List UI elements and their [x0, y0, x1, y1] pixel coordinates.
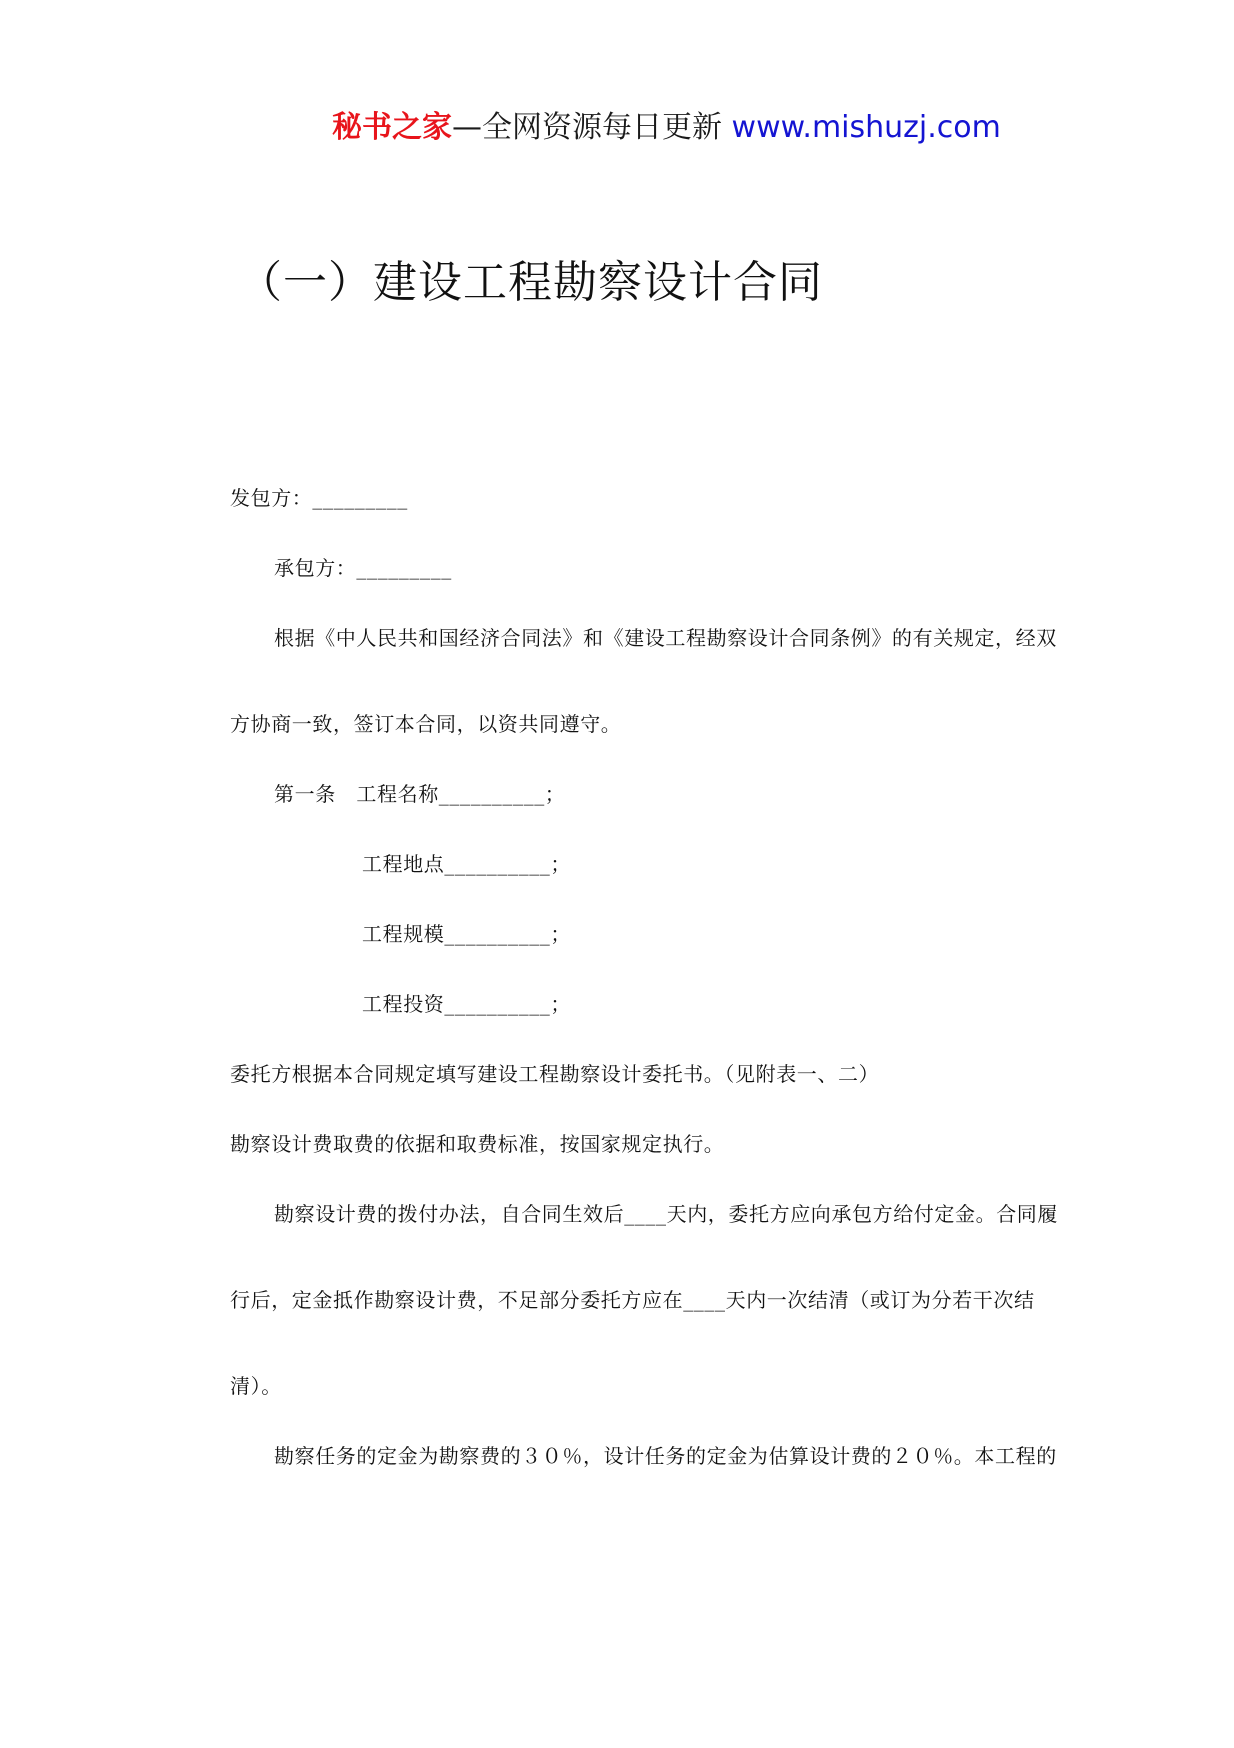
document-title: （一）建设工程勘察设计合同: [238, 257, 823, 308]
text-line-article-1-name: 第一条 工程名称__________；: [274, 782, 566, 806]
banner: [332, 102, 1001, 146]
text-line-contractor: 承包方：_________: [274, 556, 452, 580]
banner-url-link[interactable]: www.mishuzj.com: [731, 110, 1001, 145]
banner-tagline: —全网资源每日更新: [452, 110, 722, 145]
text-line-employer: 发包方：_________: [230, 486, 408, 510]
text-line-deposit: 勘察任务的定金为勘察费的３０％，设计任务的定金为估算设计费的２０％。本工程的: [274, 1444, 1057, 1468]
brand-name: 秘书之家: [332, 110, 452, 145]
text-line-basis: 根据《中人民共和国经济合同法》和《建设工程勘察设计合同条例》的有关规定，经双: [274, 626, 1057, 650]
text-line-project-location: 工程地点__________；: [362, 852, 571, 876]
text-line-project-scale: 工程规模__________；: [362, 922, 571, 946]
text-line-payment: 勘察设计费的拨付办法，自合同生效后____天内，委托方应向承包方给付定金。合同履: [274, 1202, 1058, 1226]
text-line-payment-end: 清）。: [230, 1374, 282, 1398]
text-line-commission: 委托方根据本合同规定填写建设工程勘察设计委托书。（见附表一、二）: [230, 1062, 880, 1086]
text-line-basis-cont: 方协商一致，签订本合同，以资共同遵守。: [230, 712, 622, 736]
text-line-payment-cont: 行后，定金抵作勘察设计费，不足部分委托方应在____天内一次结清（或订为分若干次结: [230, 1288, 1035, 1312]
text-line-project-investment: 工程投资__________；: [362, 992, 571, 1016]
text-line-fee-basis: 勘察设计费取费的依据和取费标准，按国家规定执行。: [230, 1132, 725, 1156]
